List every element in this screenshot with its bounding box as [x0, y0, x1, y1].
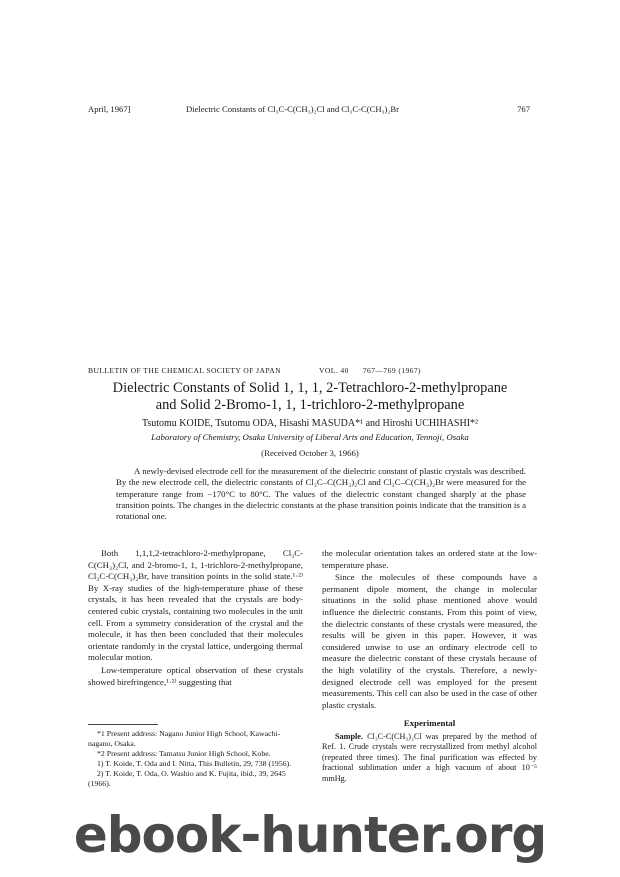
body-column-left [88, 548, 303, 689]
page-number: 767 [517, 104, 530, 114]
body-paragraph: Both 1,1,1,2-tetrachloro-2-methylpropane, Cl₃C-C(CH₃)₂Cl, and 2-bromo-1, 1, 1-trichloro-2-methylpropane, Cl₃C-C(CH₃)₂Br, have transition points in the solid state.¹·²⁾ By X-ray studies of the high-temperature phase of these crystals, it has been revealed that the crystals are body-centered cubic crystals, containing two molecules in the unit cell. From a symmetry consideration of the crystal and the molecule, it has then been concluded that their molecules orientate randomly in the crystal lattice, undergoing thermal molecular motion. [88, 548, 303, 663]
article-title-line-2: and Solid 2-Bromo-1, 1, 1-trichloro-2-methylpropane [155, 397, 465, 413]
body-paragraph: Low-temperature optical observation of these crystals showed birefringence,¹·²⁾ suggesting that [88, 664, 303, 687]
journal-citation-line [88, 366, 421, 375]
body-paragraph: Since the molecules of these compounds have a permanent dipole moment, the change in molecular situations in the solid phase mentioned above would influence the dielectric constants. From this point of view, the dielectric constants of these crystals were measured, the results will be given in this paper. However, it was considered unwise to use an ordinary electrode cell to measure the dielectric constant of these crystals because of the high volatility of the crystals. Therefore, a newly-designed electrode cell was employed for the present measurements. This cell can also be used in the case of other plastic crystals. [322, 572, 537, 710]
footnote: *1 Present address: Nagano Junior High School, Kawachi-nagano, Osaka. [88, 729, 281, 748]
footnote-divider [88, 724, 158, 725]
footnote: 1) T. Koide, T. Oda and I. Nitta, This Bulletin, 29, 738 (1956). [97, 759, 292, 768]
watermark: ebook-hunter.org [73, 806, 547, 864]
running-head [88, 104, 530, 118]
journal-pages: 767—769 (1967) [362, 366, 421, 375]
journal-name: BULLETIN OF THE CHEMICAL SOCIETY OF JAPAN [88, 366, 282, 375]
authors: Tsutomu KOIDE, Tsutomu ODA, Hisashi MASUDA*¹ and Hiroshi UCHIHASHI*² [141, 418, 479, 429]
affiliation: Laboratory of Chemistry, Osaka University of Liberal Arts and Education, Tennoji, Osaka [151, 432, 469, 442]
running-head-date: April, 1967] [88, 104, 131, 114]
footnote: 2) T. Koide, T. Oda, O. Washio and K. Fujita, ibid., 39, 2645 (1966). [88, 769, 286, 788]
running-head-title: Dielectric Constants of Cl₃C-C(CH₃)₂Cl and Cl₃C-C(CH₃)₂Br [186, 104, 399, 114]
article-title-line-1: Dielectric Constants of Solid 1, 1, 1, 2-Tetrachloro-2-methylpropane [112, 380, 508, 396]
body-paragraph: the molecular orientation takes an ordered state at the low-temperature phase. [322, 548, 537, 570]
sample-label: Sample. [335, 731, 363, 741]
sample-paragraph [322, 732, 537, 784]
section-heading-experimental: Experimental [403, 718, 456, 729]
journal-volume: VOL. 40 [319, 366, 349, 375]
footnotes [88, 729, 304, 789]
article-title [60, 380, 560, 414]
sample-text: Cl₃C-C(CH₃)₂Cl was prepared by the method of Ref. 1. Crude crystals were recrystallized from methyl alcohol (repeated three times). The final purification was effected by fractional sublimation under a high vacuum of about 10⁻⁵ mmHg. [322, 731, 538, 783]
abstract: A newly-devised electrode cell for the measurement of the dielectric constant of plastic crystals was described. By the new electrode cell, the dielectric constants of Cl₃C–C(CH₃)₂Cl and Cl₃C–C(CH₃)₂Br were measured for the temperature range from −170°C to 80°C. The values of the dielectric constant changed sharply at the phase transition points. The changes in the dielectric constants at the phase transition points indicate that the transition is a rotational one. [116, 466, 526, 522]
footnote: *2 Present address: Tamatsu Junior High School, Kobe. [97, 749, 271, 758]
body-column-right [322, 548, 537, 785]
received-date: (Received October 3, 1966) [261, 448, 359, 458]
